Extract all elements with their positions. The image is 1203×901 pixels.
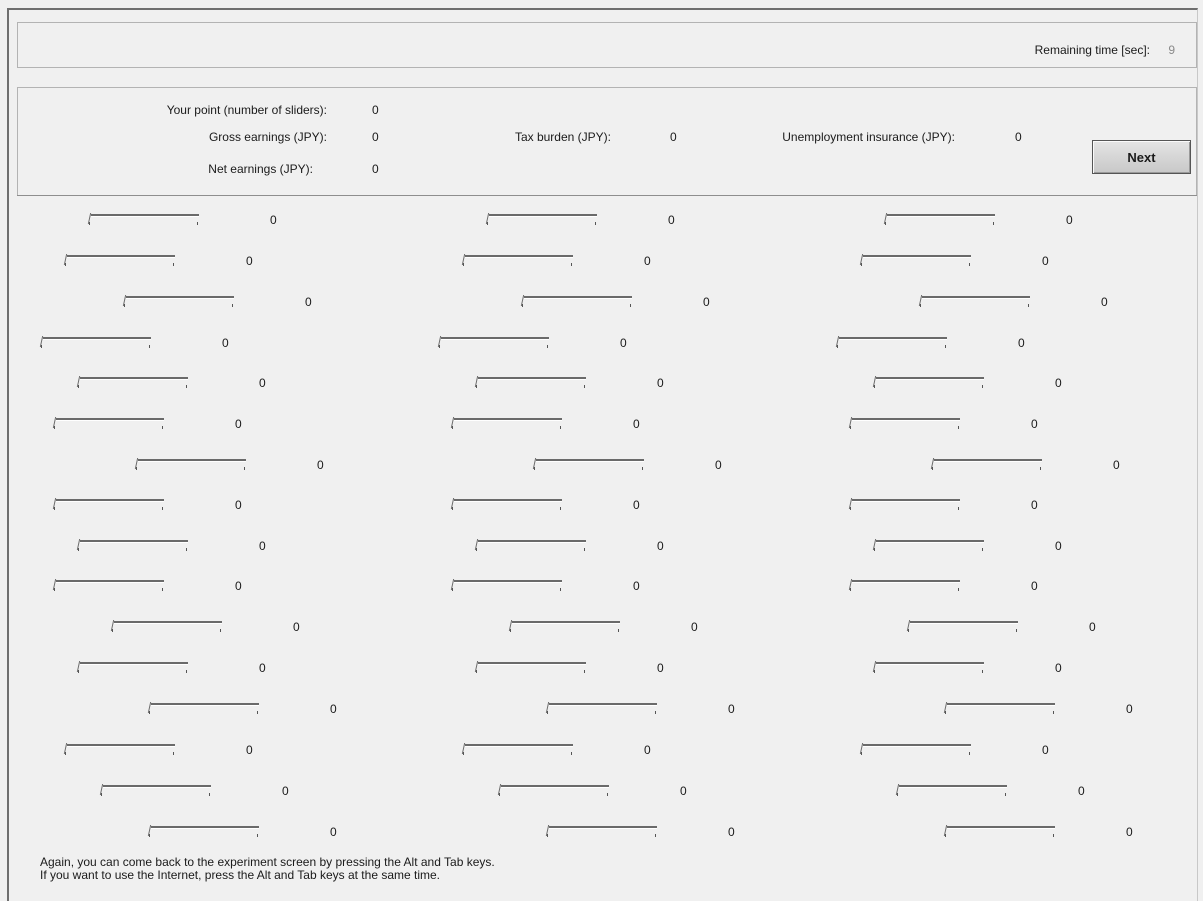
slider[interactable] xyxy=(499,784,611,798)
slider-tick xyxy=(232,304,233,307)
slider-value: 0 xyxy=(1055,376,1062,390)
slider-tick xyxy=(162,426,163,429)
slider-tick xyxy=(571,263,572,266)
slider-value: 0 xyxy=(317,458,324,472)
slider-tick xyxy=(186,385,187,388)
slider-track xyxy=(839,337,947,340)
slider[interactable] xyxy=(452,579,564,593)
slider-tick xyxy=(1053,834,1054,837)
slider-value: 0 xyxy=(1113,458,1120,472)
net-earnings-label: Net earnings (JPY): xyxy=(208,162,313,176)
slider-track xyxy=(67,744,175,747)
slider-track xyxy=(126,296,234,299)
slider-track xyxy=(524,296,632,299)
slider-value: 0 xyxy=(235,579,242,593)
tax-burden-label: Tax burden (JPY): xyxy=(514,130,611,144)
slider-value: 0 xyxy=(1055,539,1062,553)
slider-track xyxy=(441,337,549,340)
slider-value: 0 xyxy=(1126,825,1133,839)
slider-tick xyxy=(186,670,187,673)
slider-track xyxy=(501,785,609,788)
slider-tick xyxy=(560,507,561,510)
slider-track xyxy=(863,744,971,747)
remaining-time-value: 9 xyxy=(1168,43,1175,57)
slider-track xyxy=(80,377,188,380)
slider-tick xyxy=(136,467,137,470)
slider[interactable] xyxy=(149,825,261,839)
slider-value: 0 xyxy=(1031,498,1038,512)
slider-value: 0 xyxy=(728,825,735,839)
slider-value: 0 xyxy=(644,743,651,757)
slider[interactable] xyxy=(837,336,949,350)
footer-line-1: Again, you can come back to the experiment screen by pressing the Alt and Tab keys. xyxy=(40,855,495,869)
slider-tick xyxy=(908,629,909,632)
slider-tick xyxy=(861,752,862,755)
slider-tick xyxy=(65,752,66,755)
slider[interactable] xyxy=(874,539,986,553)
slider-value: 0 xyxy=(259,376,266,390)
slider-track xyxy=(536,459,644,462)
slider[interactable] xyxy=(54,417,166,431)
slider[interactable] xyxy=(874,376,986,390)
slider-value: 0 xyxy=(715,458,722,472)
slider[interactable] xyxy=(89,213,201,227)
slider[interactable] xyxy=(476,539,588,553)
net-earnings-value: 0 xyxy=(372,162,379,176)
slider[interactable] xyxy=(124,295,236,309)
slider[interactable] xyxy=(885,213,997,227)
slider-track xyxy=(876,540,984,543)
slider-tick xyxy=(932,467,933,470)
slider-tick xyxy=(885,222,886,225)
slider[interactable] xyxy=(101,784,213,798)
slider[interactable] xyxy=(476,376,588,390)
slider-tick xyxy=(584,670,585,673)
slider[interactable] xyxy=(487,213,599,227)
slider-tick xyxy=(547,711,548,714)
slider-value: 0 xyxy=(633,498,640,512)
slider[interactable] xyxy=(112,620,224,634)
timer-panel xyxy=(17,22,1197,68)
slider[interactable] xyxy=(522,295,634,309)
slider-tick xyxy=(584,548,585,551)
slider[interactable] xyxy=(439,336,551,350)
slider-value: 0 xyxy=(1031,579,1038,593)
slider-value: 0 xyxy=(691,620,698,634)
remaining-time-label: Remaining time [sec]: xyxy=(1034,43,1150,57)
slider[interactable] xyxy=(932,458,1044,472)
slider-value: 0 xyxy=(657,376,664,390)
slider-tick xyxy=(197,222,198,225)
slider-tick xyxy=(850,507,851,510)
slider-tick xyxy=(969,263,970,266)
slider-tick xyxy=(958,426,959,429)
slider-tick xyxy=(463,263,464,266)
slider[interactable] xyxy=(463,254,575,268)
slider[interactable] xyxy=(149,702,261,716)
slider-tick xyxy=(1028,304,1029,307)
slider[interactable] xyxy=(908,620,1020,634)
slider-tick xyxy=(874,385,875,388)
slider[interactable] xyxy=(920,295,1032,309)
slider-tick xyxy=(487,222,488,225)
slider-tick xyxy=(982,385,983,388)
slider-tick xyxy=(642,467,643,470)
slider-value: 0 xyxy=(330,702,337,716)
slider-track xyxy=(478,540,586,543)
slider[interactable] xyxy=(850,579,962,593)
slider[interactable] xyxy=(510,620,622,634)
slider-tick xyxy=(945,834,946,837)
gross-earnings-value: 0 xyxy=(372,130,379,144)
slider-value: 0 xyxy=(1078,784,1085,798)
slider-tick xyxy=(874,548,875,551)
slider-tick xyxy=(499,793,500,796)
points-value: 0 xyxy=(372,103,379,117)
slider-tick xyxy=(850,426,851,429)
points-label: Your point (number of sliders): xyxy=(166,103,327,117)
slider-tick xyxy=(958,588,959,591)
slider-tick xyxy=(54,588,55,591)
slider-track xyxy=(887,214,995,217)
slider-track xyxy=(138,459,246,462)
slider-value: 0 xyxy=(633,579,640,593)
slider[interactable] xyxy=(452,417,564,431)
slider[interactable] xyxy=(861,743,973,757)
slider-tick xyxy=(607,793,608,796)
slider-value: 0 xyxy=(235,417,242,431)
slider-tick xyxy=(173,752,174,755)
slider-track xyxy=(91,214,199,217)
slider[interactable] xyxy=(945,702,1057,716)
slider[interactable] xyxy=(65,743,177,757)
slider-tick xyxy=(209,793,210,796)
slider-track xyxy=(852,499,960,502)
slider-tick xyxy=(452,588,453,591)
slider-value: 0 xyxy=(270,213,277,227)
slider[interactable] xyxy=(850,417,962,431)
slider-tick xyxy=(547,834,548,837)
slider[interactable] xyxy=(547,825,659,839)
slider-value: 0 xyxy=(282,784,289,798)
slider-value: 0 xyxy=(259,539,266,553)
slider-value: 0 xyxy=(259,661,266,675)
slider-value: 0 xyxy=(633,417,640,431)
slider-value: 0 xyxy=(1018,336,1025,350)
slider-tick xyxy=(547,345,548,348)
slider-track xyxy=(934,459,1042,462)
slider-track xyxy=(80,540,188,543)
slider[interactable] xyxy=(65,254,177,268)
slider-track xyxy=(852,418,960,421)
slider-track xyxy=(922,296,1030,299)
slider-tick xyxy=(850,588,851,591)
slider-tick xyxy=(1005,793,1006,796)
slider-tick xyxy=(522,304,523,307)
slider-tick xyxy=(618,629,619,632)
slider-value: 0 xyxy=(1089,620,1096,634)
footer-instructions xyxy=(40,856,495,882)
slider-tick xyxy=(101,793,102,796)
slider-value: 0 xyxy=(657,539,664,553)
slider-value: 0 xyxy=(1042,743,1049,757)
slider-tick xyxy=(78,385,79,388)
panel-divider xyxy=(17,195,1197,196)
slider-tick xyxy=(958,507,959,510)
slider-tick xyxy=(244,467,245,470)
slider-value: 0 xyxy=(246,254,253,268)
slider-value: 0 xyxy=(620,336,627,350)
slider-track xyxy=(56,418,164,421)
slider-value: 0 xyxy=(330,825,337,839)
slider-tick xyxy=(124,304,125,307)
slider-value: 0 xyxy=(1042,254,1049,268)
slider-tick xyxy=(149,345,150,348)
slider-value: 0 xyxy=(728,702,735,716)
slider-value: 0 xyxy=(680,784,687,798)
slider-tick xyxy=(595,222,596,225)
slider-tick xyxy=(257,834,258,837)
slider-tick xyxy=(969,752,970,755)
slider-tick xyxy=(534,467,535,470)
slider[interactable] xyxy=(78,539,190,553)
slider-tick xyxy=(1053,711,1054,714)
slider-track xyxy=(151,826,259,829)
next-button[interactable]: Next xyxy=(1092,140,1191,174)
slider[interactable] xyxy=(54,498,166,512)
slider-track xyxy=(43,337,151,340)
slider-track xyxy=(489,214,597,217)
slider-tick xyxy=(920,304,921,307)
slider-tick xyxy=(89,222,90,225)
slider-track xyxy=(478,662,586,665)
slider-value: 0 xyxy=(305,295,312,309)
slider-value: 0 xyxy=(1126,702,1133,716)
slider-tick xyxy=(560,588,561,591)
slider-tick xyxy=(476,548,477,551)
slider-track xyxy=(478,377,586,380)
footer-line-2: If you want to use the Internet, press the Alt and Tab keys at the same time. xyxy=(40,868,441,882)
slider-tick xyxy=(149,834,150,837)
slider-tick xyxy=(149,711,150,714)
slider-value: 0 xyxy=(1101,295,1108,309)
slider-value: 0 xyxy=(1055,661,1062,675)
slider[interactable] xyxy=(534,458,646,472)
slider[interactable] xyxy=(463,743,575,757)
slider-value: 0 xyxy=(235,498,242,512)
slider-tick xyxy=(476,670,477,673)
slider-tick xyxy=(452,426,453,429)
slider-track xyxy=(465,744,573,747)
slider-tick xyxy=(220,629,221,632)
slider-tick xyxy=(655,711,656,714)
slider-tick xyxy=(837,345,838,348)
slider-tick xyxy=(41,345,42,348)
slider[interactable] xyxy=(874,661,986,675)
slider-tick xyxy=(162,588,163,591)
gross-earnings-label: Gross earnings (JPY): xyxy=(208,130,327,144)
slider-tick xyxy=(584,385,585,388)
slider-tick xyxy=(993,222,994,225)
slider[interactable] xyxy=(547,702,659,716)
slider[interactable] xyxy=(897,784,1009,798)
slider-tick xyxy=(861,263,862,266)
slider-track xyxy=(876,662,984,665)
slider-tick xyxy=(112,629,113,632)
slider-tick xyxy=(982,670,983,673)
slider-tick xyxy=(982,548,983,551)
slider-track xyxy=(549,826,657,829)
slider-track xyxy=(80,662,188,665)
slider-value: 0 xyxy=(703,295,710,309)
slider[interactable] xyxy=(452,498,564,512)
slider-tick xyxy=(78,548,79,551)
slider-value: 0 xyxy=(668,213,675,227)
slider-track xyxy=(114,621,222,624)
slider-tick xyxy=(945,711,946,714)
slider-track xyxy=(454,418,562,421)
slider[interactable] xyxy=(945,825,1057,839)
slider-track xyxy=(899,785,1007,788)
slider-tick xyxy=(1040,467,1041,470)
slider-track xyxy=(56,580,164,583)
slider-tick xyxy=(54,507,55,510)
slider-track xyxy=(852,580,960,583)
slider-track xyxy=(67,255,175,258)
slider-value: 0 xyxy=(644,254,651,268)
slider-track xyxy=(454,499,562,502)
slider-tick xyxy=(65,263,66,266)
slider-track xyxy=(465,255,573,258)
slider-value: 0 xyxy=(1066,213,1073,227)
slider-track xyxy=(947,703,1055,706)
slider-tick xyxy=(162,507,163,510)
slider-track xyxy=(863,255,971,258)
slider-tick xyxy=(560,426,561,429)
slider-track xyxy=(512,621,620,624)
slider-value: 0 xyxy=(1031,417,1038,431)
slider-track xyxy=(151,703,259,706)
unemployment-insurance-value: 0 xyxy=(1015,130,1022,144)
slider-tick xyxy=(463,752,464,755)
slider-value: 0 xyxy=(293,620,300,634)
slider-tick xyxy=(54,426,55,429)
slider-value: 0 xyxy=(657,661,664,675)
slider-track xyxy=(56,499,164,502)
slider-track xyxy=(910,621,1018,624)
slider-tick xyxy=(173,263,174,266)
slider-tick xyxy=(439,345,440,348)
slider[interactable] xyxy=(78,376,190,390)
slider-tick xyxy=(897,793,898,796)
slider[interactable] xyxy=(54,579,166,593)
slider[interactable] xyxy=(78,661,190,675)
slider[interactable] xyxy=(861,254,973,268)
slider-track xyxy=(549,703,657,706)
slider-tick xyxy=(452,507,453,510)
slider-tick xyxy=(257,711,258,714)
slider-track xyxy=(947,826,1055,829)
slider-tick xyxy=(945,345,946,348)
slider[interactable] xyxy=(136,458,248,472)
slider-track xyxy=(103,785,211,788)
slider-tick xyxy=(630,304,631,307)
slider-tick xyxy=(78,670,79,673)
tax-burden-value: 0 xyxy=(670,130,677,144)
slider-track xyxy=(454,580,562,583)
slider-value: 0 xyxy=(222,336,229,350)
slider-tick xyxy=(476,385,477,388)
slider[interactable] xyxy=(476,661,588,675)
slider-tick xyxy=(510,629,511,632)
slider-tick xyxy=(655,834,656,837)
slider-value: 0 xyxy=(246,743,253,757)
slider[interactable] xyxy=(850,498,962,512)
slider-tick xyxy=(186,548,187,551)
slider-tick xyxy=(571,752,572,755)
unemployment-insurance-label: Unemployment insurance (JPY): xyxy=(782,130,955,144)
slider-track xyxy=(876,377,984,380)
slider[interactable] xyxy=(41,336,153,350)
slider-tick xyxy=(1016,629,1017,632)
slider-tick xyxy=(874,670,875,673)
